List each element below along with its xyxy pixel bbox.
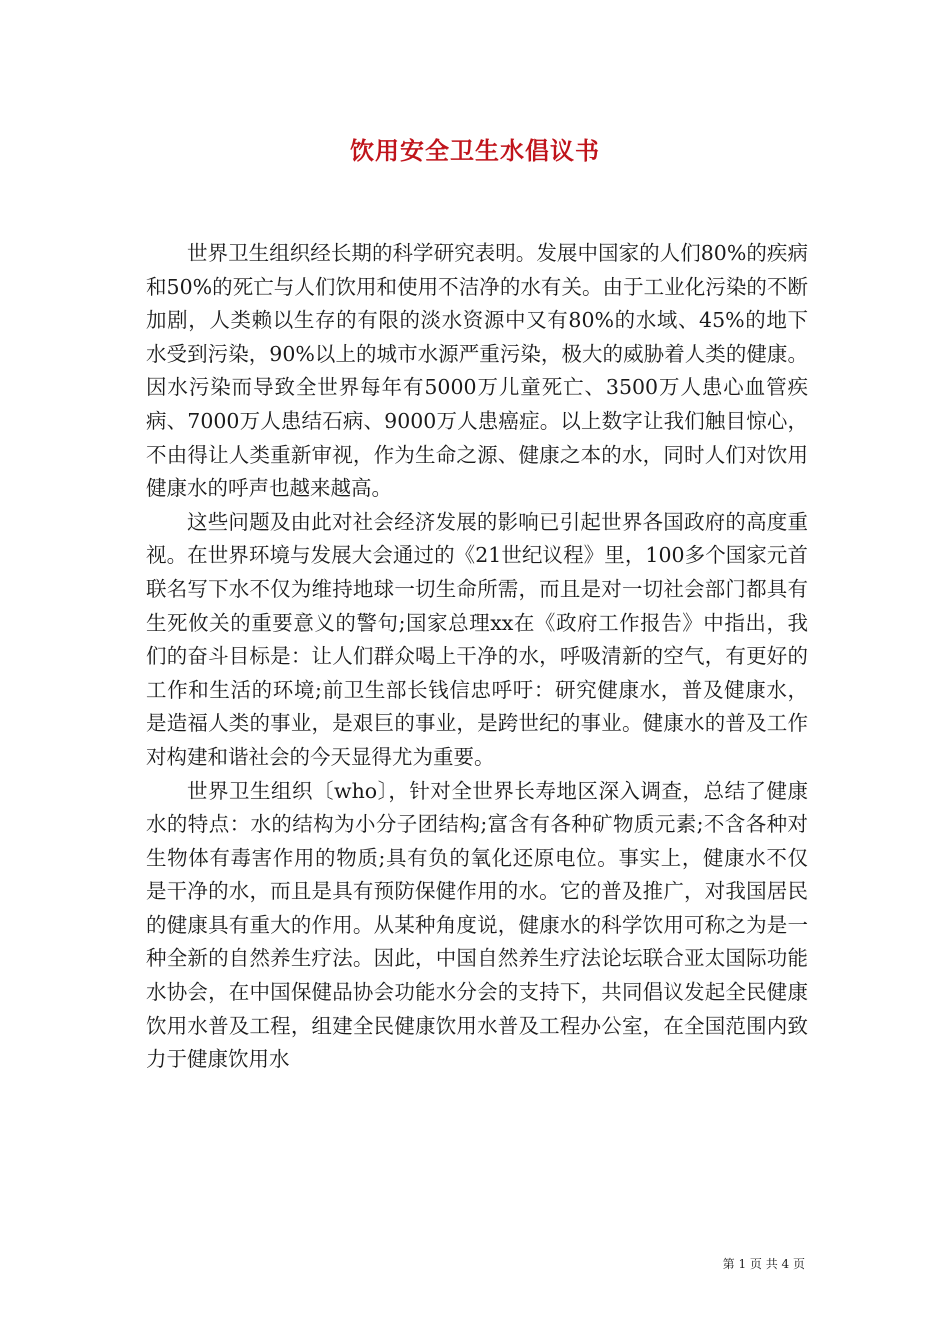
paragraph-1: 世界卫生组织经长期的科学研究表明。发展中国家的人们80%的疾病和50%的死亡与人们饮用和使用不洁净的水有关。由于工业化污染的不断加剧，人类赖以生存的有限的淡水资源中又有80%的水域、45%的地下水受到污染，90%以上的城市水源严重污染，极大的威胁着人类的健康。因水污染而导致全世界每年有5000万儿童死亡、3500万人患心血管疾病、7000万人患结石病、9000万人患癌症。以上数字让我们触目惊心，不由得让人类重新审视，作为生命之源、健康之本的水，同时人们对饮用健康水的呼声也越来越高。 — [146, 241, 808, 501]
document-title: 饮用安全卫生水倡议书 — [350, 136, 600, 165]
page-number-footer: 第 1 页 共 4 页 — [722, 1257, 805, 1271]
paragraph-3: 世界卫生组织〔who〕，针对全世界长寿地区深入调查，总结了健康水的特点：水的结构为小分子团结构;富含有各种矿物质元素;不含各种对生物体有毒害作用的物质;具有负的氧化还原电位。事实上，健康水不仅是干净的水，而且是具有预防保健作用的水。它的普及推广，对我国居民的健康具有重大的作用。从某种角度说，健康水的科学饮用可称之为是一种全新的自然养生疗法。因此，中国自然养生疗法论坛联合亚太国际功能水协会，在中国保健品协会功能水分会的支持下，共同倡议发起全民健康饮用水普及工程，组建全民健康饮用水普及工程办公室，在全国范围内致力于健康饮用水 — [146, 778, 808, 1072]
paragraph-2: 这些问题及由此对社会经济发展的影响已引起世界各国政府的高度重视。在世界环境与发展大会通过的《21世纪议程》里，100多个国家元首联名写下水不仅为维持地球一切生命所需，而且是对一切社会部门都具有生死攸关的重要意义的警句;国家总理xx在《政府工作报告》中指出，我们的奋斗目标是：让人们群众喝上干净的水，呼吸清新的空气，有更好的工作和生活的环境;前卫生部长钱信忠呼吁：研究健康水，普及健康水，是造福人类的事业，是艰巨的事业，是跨世纪的事业。健康水的普及工作对构建和谐社会的今天显得尤为重要。 — [146, 509, 808, 769]
document-body — [146, 237, 808, 1077]
